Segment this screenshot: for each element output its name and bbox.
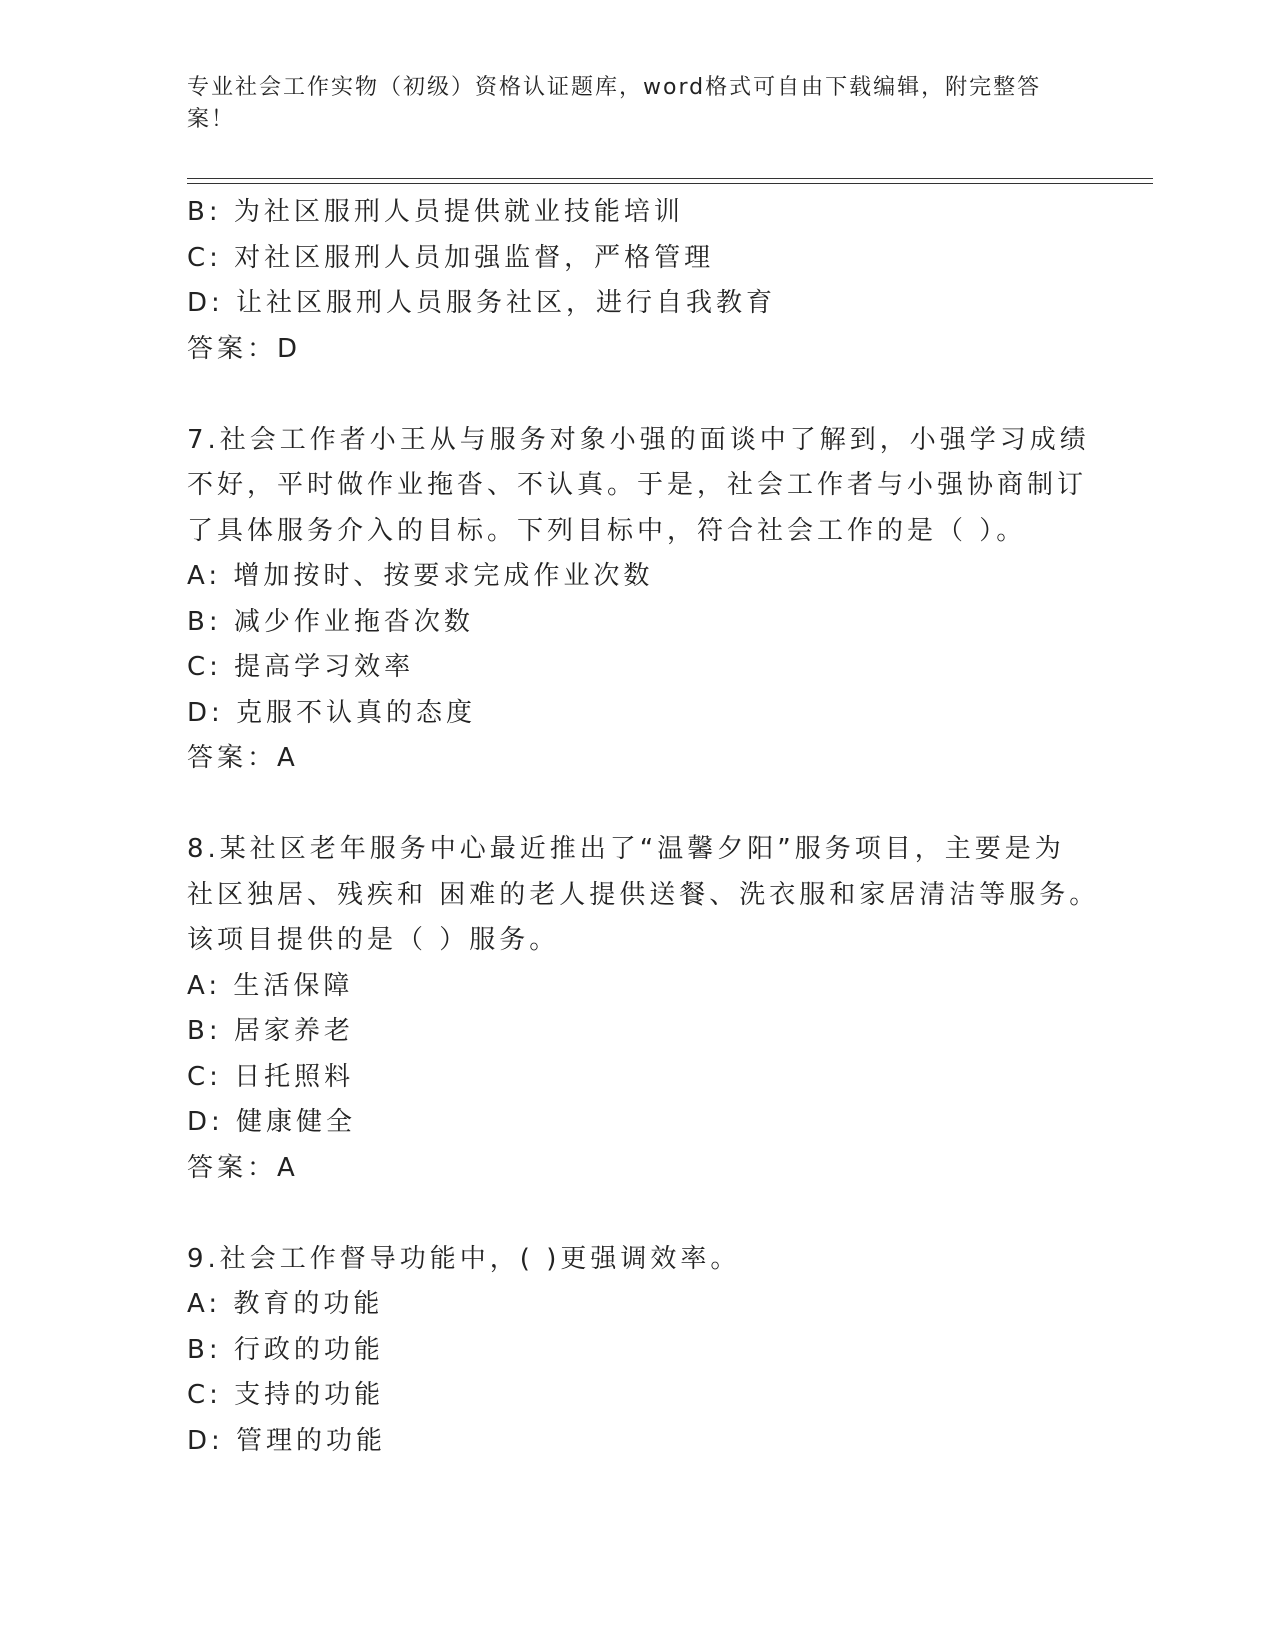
option-a: A: 教育的功能 xyxy=(187,1289,384,1319)
question-9-block xyxy=(187,1237,1087,1465)
option-d: D: 健康健全 xyxy=(187,1107,357,1137)
question-text-line: 社区独居、残疾和 困难的老人提供送餐、洗衣服和家居清洁等服务。 xyxy=(187,879,1100,910)
option-c: C: 日托照料 xyxy=(187,1061,355,1092)
document-header xyxy=(187,72,1067,136)
spacer xyxy=(187,782,1087,828)
answer-line: 答案：A xyxy=(187,1152,299,1183)
spacer xyxy=(187,1191,1087,1237)
option-a: A: 增加按时、按要求完成作业次数 xyxy=(187,561,654,591)
option-c: C: 支持的功能 xyxy=(187,1380,385,1410)
header-line-1: 专业社会工作实物（初级）资格认证题库，word格式可自由下载编辑，附完整答 xyxy=(187,75,1042,100)
option-b: B: 居家养老 xyxy=(187,1016,354,1046)
answer-line: 答案：A xyxy=(187,743,299,773)
question-text-line: 该项目提供的是（ ）服务。 xyxy=(187,925,560,955)
option-c: C: 提高学习效率 xyxy=(187,652,415,682)
header-line-2: 案！ xyxy=(187,107,236,132)
spacer xyxy=(187,372,1087,418)
header-divider xyxy=(187,178,1153,184)
question-text-line: 8.某社区老年服务中心最近推出了“温馨夕阳”服务项目，主要是为 xyxy=(187,834,1065,864)
option-b: B: 为社区服刑人员提供就业技能培训 xyxy=(187,197,684,227)
question-8-block xyxy=(187,827,1100,1191)
option-b: B: 行政的功能 xyxy=(187,1334,384,1365)
question-text-line: 了具体服务介入的目标。下列目标中，符合社会工作的是（ ）。 xyxy=(187,515,1027,546)
option-c: C: 对社区服刑人员加强监督，严格管理 xyxy=(187,242,715,273)
option-d: D: 管理的功能 xyxy=(187,1425,387,1456)
previous-question-block xyxy=(187,190,1087,372)
question-text-line: 7.社会工作者小王从与服务对象小强的面谈中了解到，小强学习成绩 xyxy=(187,424,1090,455)
question-content xyxy=(187,190,1100,1464)
answer-line: 答案：D xyxy=(187,333,302,364)
question-text-line: 不好，平时做作业拖沓、不认真。于是，社会工作者与小强协商制订 xyxy=(187,470,1088,500)
option-a: A: 生活保障 xyxy=(187,970,354,1001)
question-text-line: 9.社会工作督导功能中，( )更强调效率。 xyxy=(187,1243,741,1274)
option-d: D: 克服不认真的态度 xyxy=(187,697,477,728)
option-d: D: 让社区服刑人员服务社区，进行自我教育 xyxy=(187,288,777,318)
option-b: B: 减少作业拖沓次数 xyxy=(187,606,474,637)
question-7-block xyxy=(187,418,1090,782)
